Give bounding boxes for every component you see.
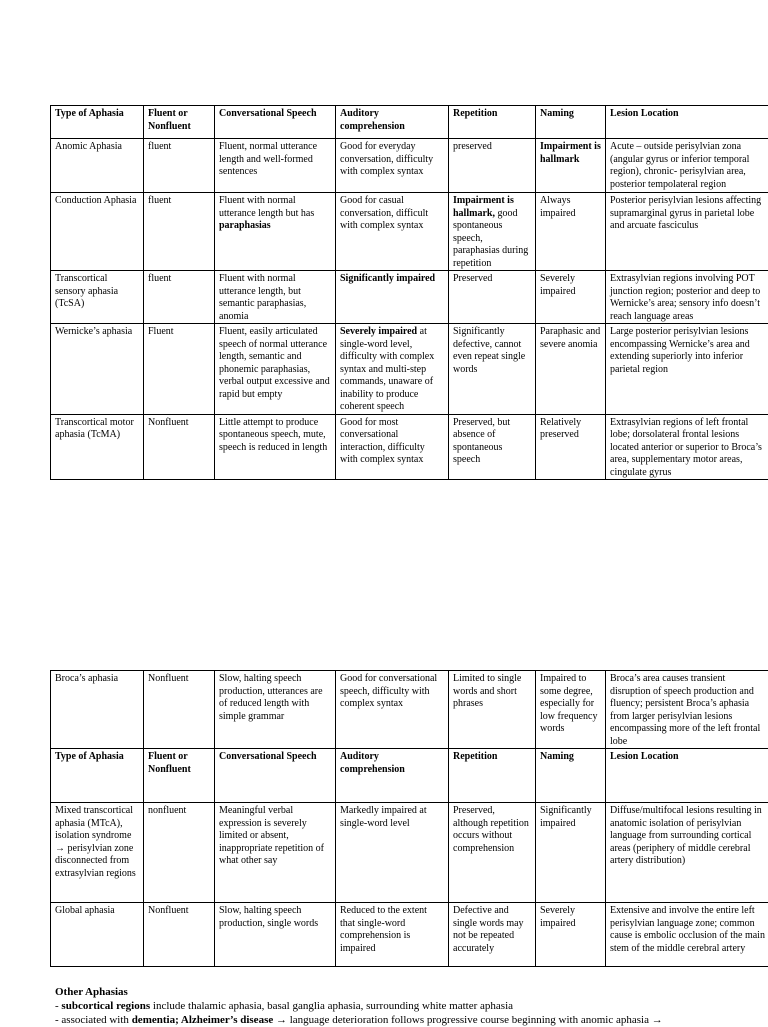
aphasia-type: Wernicke’s aphasia: [51, 324, 144, 415]
fluency: fluent: [144, 271, 215, 324]
naming: Impaired to some degree, especially for low frequency words: [536, 671, 606, 749]
table-row: [51, 193, 768, 271]
repetition: Limited to single words and short phrases: [449, 671, 536, 749]
notes-line: [55, 999, 768, 1013]
aphasia-table-1: [50, 105, 768, 480]
fluency: fluent: [144, 193, 215, 271]
header-cell: Type of Aphasia: [51, 749, 144, 803]
auditory-comprehension: Reduced to the extent that single-word comprehension is impaired: [336, 903, 449, 967]
lesion-location: Acute – outside perisylvian zona (angular gyrus or inferior temporal region), chronic- perisylvian area, posterior tempolateral region: [606, 139, 768, 193]
repetition: preserved: [449, 139, 536, 193]
table-header-row: [51, 106, 768, 139]
conversational-speech: [215, 193, 336, 271]
table-row: [51, 803, 768, 903]
fluency: nonfluent: [144, 803, 215, 903]
table-row: [51, 414, 768, 480]
fluency: Nonfluent: [144, 903, 215, 967]
comprehension-bold: Significantly impaired: [340, 273, 435, 284]
aphasia-type: Anomic Aphasia: [51, 139, 144, 193]
naming: Significantly impaired: [536, 803, 606, 903]
aphasia-type: Transcortical motor aphasia (TcMA): [51, 414, 144, 480]
fluency: Fluent: [144, 324, 215, 415]
naming: Severely impaired: [536, 271, 606, 324]
table-row: [51, 324, 768, 415]
auditory-comprehension: Good for conversational speech, difficulty with complex syntax: [336, 671, 449, 749]
naming: [536, 139, 606, 193]
header-cell: Auditory comprehension: [336, 106, 449, 139]
repetition: [449, 193, 536, 271]
table-row: [51, 903, 768, 967]
repetition: Defective and single words may not be repeated accurately: [449, 903, 536, 967]
header-cell: Conversational Speech: [215, 749, 336, 803]
naming: Always impaired: [536, 193, 606, 271]
comprehension-text: at single-word level, difficulty with complex syntax and multi-step commands, unaware of inability to produce coherent speech: [340, 326, 434, 412]
naming: Severely impaired: [536, 903, 606, 967]
auditory-comprehension: Good for casual conversation, difficult with complex syntax: [336, 193, 449, 271]
table-row: [51, 671, 768, 749]
line-bold: dementia; Alzheimer’s disease: [132, 1014, 274, 1026]
naming-bold: Impairment is hallmark: [540, 141, 601, 165]
aphasia-type: Conduction Aphasia: [51, 193, 144, 271]
lesion-location: Diffuse/multifocal lesions resulting in anatomic isolation of perisylvian language from surrounding cortical areas (periphery of middle cerebral artery distribution): [606, 803, 768, 903]
line-bold: subcortical regions: [61, 1000, 150, 1012]
auditory-comprehension: [336, 271, 449, 324]
conversational-speech: Little attempt to produce spontaneous speech, mute, speech is reduced in length: [215, 414, 336, 480]
notes-line: [55, 1013, 768, 1027]
conversational-speech: Slow, halting speech production, single words: [215, 903, 336, 967]
conversational-speech: Fluent, normal utterance length and well-formed sentences: [215, 139, 336, 193]
aphasia-type: Global aphasia: [51, 903, 144, 967]
header-cell: Fluent or Nonfluent: [144, 106, 215, 139]
conversational-speech: Fluent with normal utterance length, but semantic paraphasias, anomia: [215, 271, 336, 324]
fluency: Nonfluent: [144, 671, 215, 749]
header-cell: Conversational Speech: [215, 106, 336, 139]
notes-title: Other Aphasias: [55, 985, 768, 999]
lesion-location: Extrasylvian regions of left frontal lobe; dorsolateral frontal lesions located anterior or superior to Broca’s area, supplementary motor areas, cingulate gyrus: [606, 414, 768, 480]
header-cell: Naming: [536, 749, 606, 803]
header-cell: Lesion Location: [606, 749, 768, 803]
line-text: → language deterioration follows progressive course beginning with anomic aphasia →: [273, 1014, 662, 1026]
lesion-location: Broca’s area causes transient disruption of speech production and fluency; persistent Broca’s aphasia from larger perisylvian lesions encompassing more of the left frontal lobe: [606, 671, 768, 749]
repetition: Significantly defective, cannot even repeat single words: [449, 324, 536, 415]
repetition: Preserved: [449, 271, 536, 324]
table-row: [51, 271, 768, 324]
header-cell: Naming: [536, 106, 606, 139]
table-row: [51, 139, 768, 193]
header-cell: Repetition: [449, 106, 536, 139]
lesion-location: Large posterior perisylvian lesions encompassing Wernicke’s area and extending superiorly into inferior parietal region: [606, 324, 768, 415]
header-cell: Auditory comprehension: [336, 749, 449, 803]
fluency: Nonfluent: [144, 414, 215, 480]
table-header-row: [51, 749, 768, 803]
header-cell: Fluent or Nonfluent: [144, 749, 215, 803]
naming: Paraphasic and severe anomia: [536, 324, 606, 415]
lesion-location: Extensive and involve the entire left perisylvian language zone; common cause is embolic occlusion of the main stem of the middle cerebral artery: [606, 903, 768, 967]
auditory-comprehension: Markedly impaired at single-word level: [336, 803, 449, 903]
line-prefix: - associated with: [55, 1014, 132, 1026]
auditory-comprehension: [336, 324, 449, 415]
aphasia-type: Mixed transcortical aphasia (MTcA), isolation syndrome → perisylvian zone disconnected from extrasylvian regions: [51, 803, 144, 903]
repetition: Preserved, but absence of spontaneous speech: [449, 414, 536, 480]
aphasia-type: Transcortical sensory aphasia (TcSA): [51, 271, 144, 324]
fluency: fluent: [144, 139, 215, 193]
lesion-location: Extrasylvian regions involving POT junction region; posterior and deep to Wernicke’s area; sensory info doesn’t reach language areas: [606, 271, 768, 324]
conversational-speech: Slow, halting speech production, utterances are of reduced length with simple grammar: [215, 671, 336, 749]
repetition-bold: Impairment is hallmark,: [453, 195, 514, 219]
comprehension-bold: Severely impaired: [340, 326, 417, 337]
repetition: Preserved, although repetition occurs without comprehension: [449, 803, 536, 903]
other-aphasias-notes: [55, 985, 768, 1027]
auditory-comprehension: Good for everyday conversation, difficulty with complex syntax: [336, 139, 449, 193]
lesion-location: Posterior perisylvian lesions affecting supramarginal gyrus in parietal lobe and arcuate fasciculus: [606, 193, 768, 271]
line-text: include thalamic aphasia, basal ganglia aphasia, surrounding white matter aphasia: [150, 1000, 513, 1012]
auditory-comprehension: Good for most conversational interaction, difficulty with complex syntax: [336, 414, 449, 480]
header-cell: Type of Aphasia: [51, 106, 144, 139]
speech-text: Fluent with normal utterance length but has: [219, 195, 314, 219]
header-cell: Lesion Location: [606, 106, 768, 139]
repetition-text: good spontaneous speech, paraphasias during repetition: [453, 208, 528, 269]
speech-bold: paraphasias: [219, 220, 271, 231]
aphasia-type: Broca’s aphasia: [51, 671, 144, 749]
conversational-speech: Meaningful verbal expression is severely limited or absent, inappropriate repetition of what other say: [215, 803, 336, 903]
header-cell: Repetition: [449, 749, 536, 803]
line-prefix: -: [55, 1000, 61, 1012]
conversational-speech: Fluent, easily articulated speech of normal utterance length, semantic and phonemic paraphasias, verbal output excessive and rapid but empty: [215, 324, 336, 415]
aphasia-table-2: [50, 670, 768, 967]
naming: Relatively preserved: [536, 414, 606, 480]
